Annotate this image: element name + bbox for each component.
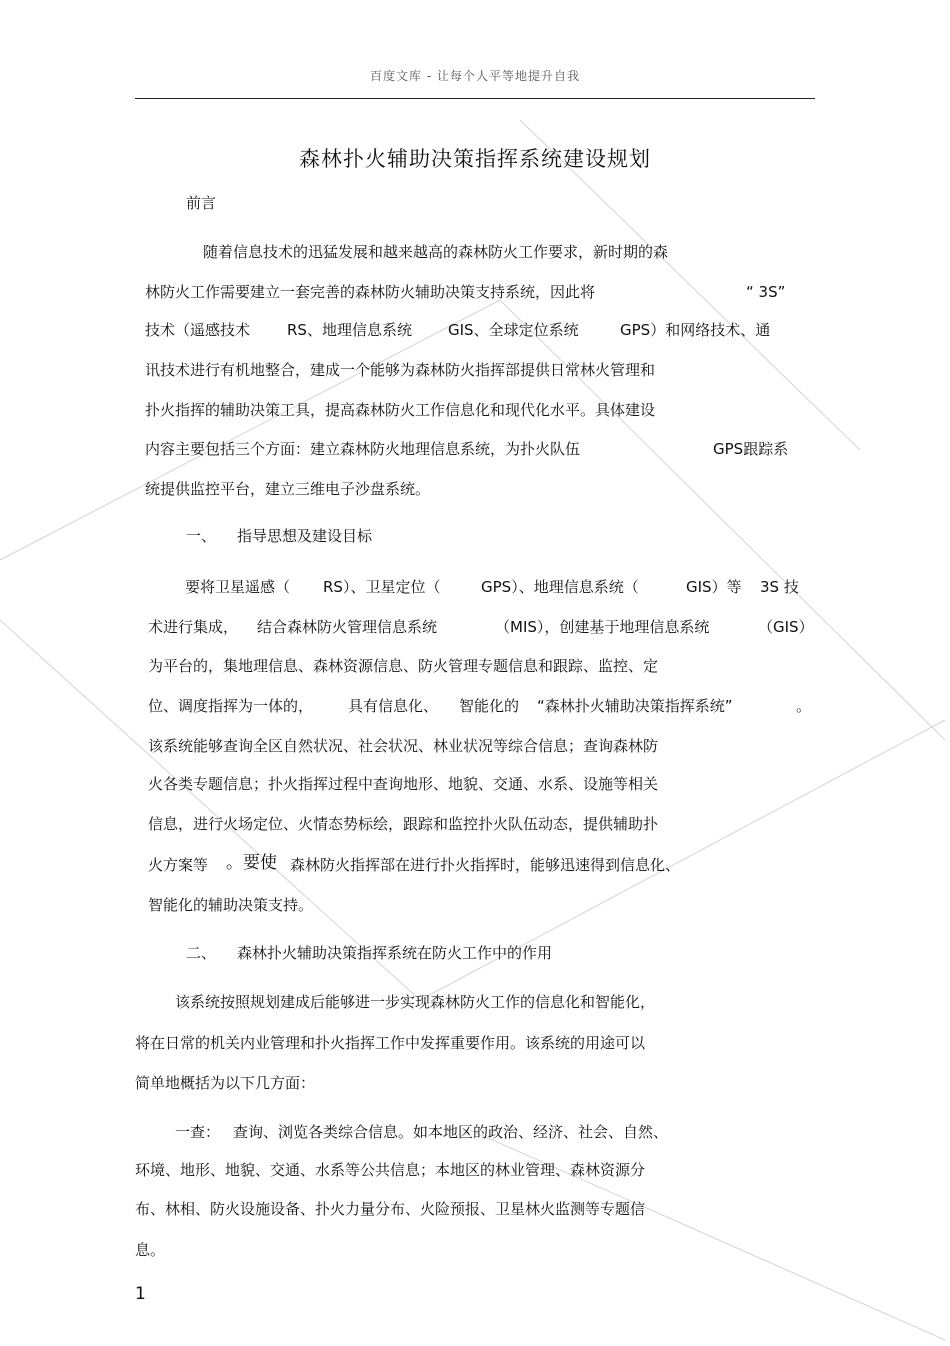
preface-heading: 前言	[186, 194, 217, 212]
paragraph-line: GPS跟踪系	[713, 440, 789, 458]
document-title: 森林扑火辅助决策指挥系统建设规划	[299, 147, 651, 171]
paragraph-line: 布、林相、防火设施设备、扑火力量分布、火险预报、卫星林火监测等专题信	[135, 1200, 646, 1218]
paragraph-line: 将在日常的机关内业管理和扑火指挥工作中发挥重要作用。该系统的用途可以	[135, 1034, 646, 1052]
paragraph-line: 位、调度指挥为一体的，	[148, 697, 314, 715]
paragraph-line: GPS）、地理信息系统（	[481, 578, 639, 596]
paragraph-line: GIS、全球定位系统	[448, 321, 579, 339]
paragraph-line: 该系统能够查询全区自然状况、社会状况、林业状况等综合信息；查询森林防	[148, 737, 659, 755]
section-number: 一、	[186, 527, 217, 545]
paragraph-line: （MIS），创建基于地理信息系统	[495, 618, 710, 636]
paragraph-line: “森林扑火辅助决策指挥系统”	[537, 697, 733, 715]
paragraph-line: 技术（遥感技术	[145, 321, 251, 339]
section-heading: 指导思想及建设目标	[237, 527, 373, 545]
paragraph-line: 息。	[135, 1241, 166, 1259]
paragraph-line: GPS）和网络技术、通	[620, 321, 771, 339]
paragraph-line: 要将卫星遥感（	[185, 578, 291, 596]
paragraph-line: GIS）等	[686, 578, 742, 596]
paragraph-line: 具有信息化、	[348, 697, 439, 715]
section-number: 二、	[186, 944, 217, 962]
paragraph-line: RS）、卫星定位（	[323, 578, 441, 596]
paragraph-line: RS、地理信息系统	[287, 321, 412, 339]
paragraph-line: （GIS）	[758, 618, 814, 636]
paragraph-line: 火各类专题信息；扑火指挥过程中查询地形、地貌、交通、水系、设施等相关	[148, 775, 659, 793]
page-number: 1	[135, 1284, 146, 1304]
paragraph-line: 3S 技	[760, 578, 799, 596]
paragraph-line: 查询、浏览各类综合信息。如本地区的政治、经济、社会、自然、	[233, 1123, 669, 1141]
paragraph-line: 随着信息技术的迅猛发展和越来越高的森林防火工作要求，新时期的森	[203, 243, 669, 261]
paragraph-line: 信息，进行火场定位、火情态势标绘，跟踪和监控扑火队伍动态，提供辅助扑	[148, 815, 659, 833]
paragraph-line: 火方案等	[148, 856, 209, 874]
paragraph-line: 。	[796, 697, 812, 715]
paragraph-line: 内容主要包括三个方面：建立森林防火地理信息系统，为扑火队伍	[145, 440, 581, 458]
paragraph-line: 该系统按照规划建成后能够进一步实现森林防火工作的信息化和智能化，	[175, 993, 656, 1011]
paragraph-line: 为平台的，集地理信息、森林资源信息、防火管理专题信息和跟踪、监控、定	[148, 657, 659, 675]
paragraph-line: 扑火指挥的辅助决策工具，提高森林防火工作信息化和现代化水平。具体建设	[145, 401, 656, 419]
section-heading: 森林扑火辅助决策指挥系统在防火工作中的作用	[237, 944, 553, 962]
paragraph-line: 统提供监控平台，建立三维电子沙盘系统。	[145, 480, 431, 498]
paragraph-line: 。要使	[226, 853, 277, 873]
paragraph-line: 智能化的辅助决策支持。	[148, 896, 314, 914]
paragraph-line: 讯技术进行有机地整合，建成一个能够为森林防火指挥部提供日常林火管理和	[145, 361, 656, 379]
item-label: 一查：	[175, 1123, 221, 1141]
paragraph-line: 术进行集成，	[148, 618, 239, 636]
paragraph-line: 结合森林防火管理信息系统	[257, 618, 438, 636]
paragraph-line: 林防火工作需要建立一套完善的森林防火辅助决策支持系统，因此将	[145, 283, 596, 301]
paragraph-line: 森林防火指挥部在进行扑火指挥时，能够迅速得到信息化、	[290, 856, 681, 874]
paragraph-line: 智能化的	[459, 697, 520, 715]
paragraph-line: 环境、地形、地貌、交通、水系等公共信息；本地区的林业管理、森林资源分	[135, 1161, 646, 1179]
paragraph-line: 简单地概括为以下几方面：	[135, 1074, 316, 1092]
paragraph-line: “ 3S”	[746, 283, 786, 301]
running-header: 百度文库 - 让每个人平等地提升自我	[370, 69, 580, 83]
header-rule	[135, 98, 815, 99]
